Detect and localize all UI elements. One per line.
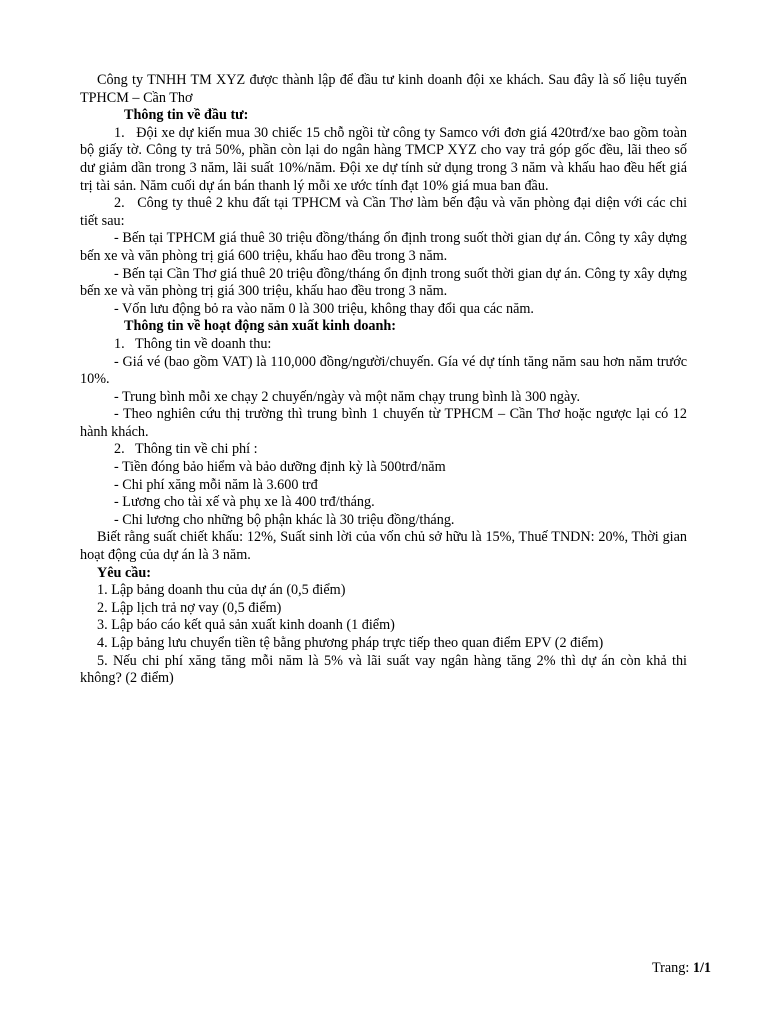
operations-item-1 — [80, 336, 687, 354]
item-number: 2. — [114, 195, 125, 212]
item-number: 2. — [114, 441, 125, 458]
page-number-footer — [652, 960, 711, 978]
investment-item-1 — [80, 125, 687, 195]
investment-detail-line: - Bến tại TPHCM giá thuê 30 triệu đồng/tháng ổn định trong suốt thời gian dự án. Công ty xây dựng bến xe và văn phòng trị giá 600 triệu, khấu hao đều trong 3 năm. — [80, 230, 687, 264]
revenue-line: - Theo nghiên cứu thị trường thì trung bình 1 chuyến từ TPHCM – Cần Thơ hoặc ngược lại có 12 hành khách. — [80, 406, 687, 440]
operations-item-2 — [80, 441, 687, 459]
investment-detail-line: - Bến tại Cần Thơ giá thuê 20 triệu đồng/tháng ổn định trong suốt thời gian dự án. Công ty xây dựng bến xe và văn phòng trị giá 300 triệu, khấu hao đều trong 3 năm. — [80, 265, 687, 300]
requirement-item: 3. Lập báo cáo kết quả sản xuất kinh doanh (1 điểm) — [97, 617, 395, 634]
revenue-line: - Trung bình mỗi xe chạy 2 chuyến/ngày và một năm chạy trung bình là 300 ngày. — [114, 388, 581, 405]
requirement-item: 2. Lập lịch trả nợ vay (0,5 điểm) — [97, 599, 282, 616]
page-label: Trang: — [651, 960, 693, 976]
requirement-item: 1. Lập bảng doanh thu của dự án (0,5 điểm) — [97, 582, 346, 599]
investment-detail-line: - Vốn lưu động bỏ ra vào năm 0 là 300 triệu, không thay đổi qua các năm. — [114, 300, 534, 317]
revenue-line: - Giá vé (bao gồm VAT) là 110,000 đồng/người/chuyến. Gía vé dự tính tăng năm sau hơn năm trước 10%. — [80, 353, 687, 388]
cost-line: - Chi phí xăng mỗi năm là 3.600 trđ — [114, 476, 318, 493]
item-number: 1. — [114, 335, 125, 352]
requirement-item: 5. Nếu chi phí xăng tăng mỗi năm là 5% và lãi suất vay ngân hàng tăng 2% thì dự án còn khả thi không? (2 điểm) — [80, 652, 687, 687]
requirements-title: Yêu cầu: — [97, 564, 151, 581]
closing-paragraph: Biết rằng suất chiết khấu: 12%, Suất sinh lời của vốn chủ sở hữu là 15%, Thuế TNDN: 20%, Thời gian hoạt động của dự án là 3 năm. — [80, 529, 687, 564]
section-title: Thông tin về hoạt động sản xuất kinh doanh: — [124, 318, 397, 335]
requirement-item: 4. Lập bảng lưu chuyển tiền tệ bằng phương pháp trực tiếp theo quan điểm EPV (2 điểm) — [97, 635, 604, 651]
item-text: Đội xe dự kiến mua 30 chiếc 15 chỗ ngồi từ công ty Samco với đơn giá 420trđ/xe bao gồm toàn bộ giấy tờ. Công ty trả 50%, phần còn lại do ngân hàng TMCP XYZ cho vay trả góp gốc đều, lãi theo số dư giảm dần trong 3 năm, lãi suất 10%/năm. Đội xe dự tính sử dụng trong 3 năm và khấu hao đều hết giá trị tài sản. Năm cuối dự án bán thanh lý mỗi xe ước tính đạt 10% giá mua ban đầu. — [80, 124, 687, 194]
investment-item-2 — [80, 195, 687, 230]
cost-line: - Chi lương cho những bộ phận khác là 30 triệu đồng/tháng. — [114, 511, 455, 528]
item-text: Thông tin về doanh thu: — [135, 335, 272, 352]
cost-line: - Tiền đóng bảo hiểm và bảo dưỡng định kỳ là 500trđ/năm — [114, 459, 446, 476]
document-body — [80, 72, 687, 688]
section-heading-operations — [80, 318, 687, 336]
section-title: Thông tin về đầu tư: — [124, 107, 249, 124]
item-number: 1. — [114, 124, 125, 141]
cost-line: - Lương cho tài xế và phụ xe là 400 trđ/tháng. — [114, 494, 375, 511]
page-number: 1/1 — [692, 960, 711, 976]
intro-paragraph: Công ty TNHH TM XYZ được thành lập để đầu tư kinh doanh đội xe khách. Sau đây là số liệu tuyến TPHCM – Cần Thơ — [80, 72, 687, 106]
item-text: Công ty thuê 2 khu đất tại TPHCM và Cần Thơ làm bến đậu và văn phòng đại diện với các chi tiết sau: — [80, 195, 688, 229]
section-heading-investment — [80, 107, 687, 125]
item-text: Thông tin về chi phí : — [135, 441, 258, 458]
